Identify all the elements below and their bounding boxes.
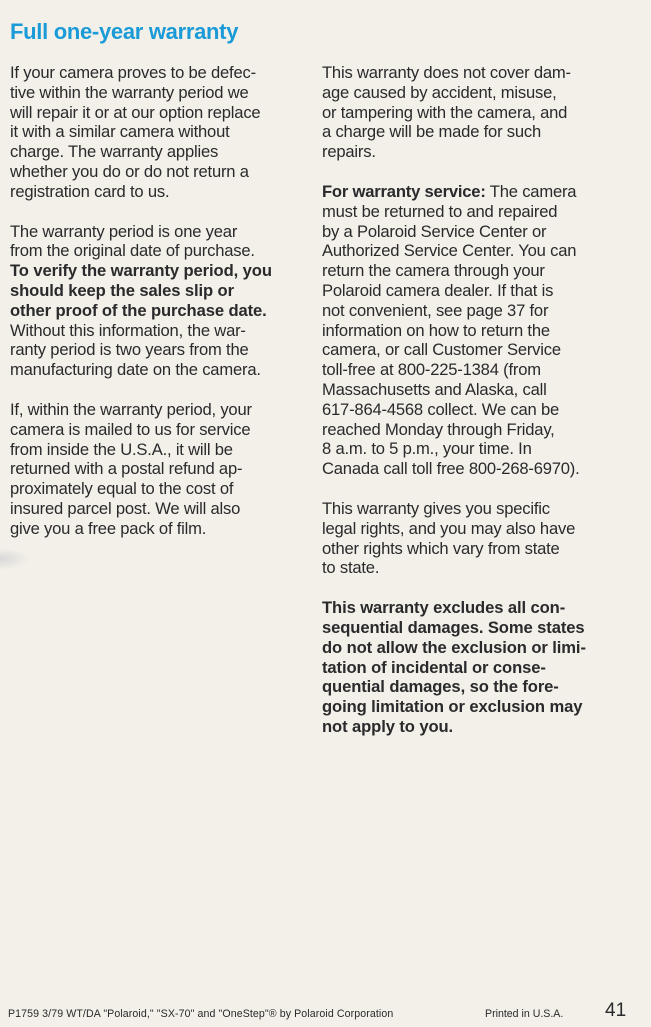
text-line: insured parcel post. We will also	[10, 498, 241, 518]
text-line: to state.	[322, 558, 380, 578]
text-line: 8 a.m. to 5 p.m., your time. In	[322, 439, 532, 459]
bold-text-line: tation of incidental or conse-	[322, 657, 546, 677]
warranty-service-label: For warranty service:	[322, 181, 486, 201]
bold-text-line: To verify the warranty period, you	[10, 261, 272, 281]
text-line: Massachusetts and Alaska, call	[322, 379, 547, 399]
text-line: whether you do or do not return a	[10, 161, 249, 181]
text-line: reached Monday through Friday,	[322, 419, 555, 439]
page-number: 41	[605, 1000, 627, 1021]
text-line: give you a free pack of film.	[10, 518, 207, 538]
verify-warranty-notice	[10, 261, 302, 320]
text-line: information on how to return the	[322, 320, 550, 340]
text-line: If your camera proves to be defec-	[10, 63, 256, 82]
text-line: legal rights, and you may also have	[322, 518, 576, 538]
text-line: it with a similar camera without	[10, 122, 230, 142]
text-line: Polaroid camera dealer. If that is	[322, 280, 554, 300]
warranty-repair-paragraph	[10, 63, 302, 202]
text-fragment: The camera	[489, 181, 577, 201]
text-line: must be returned to and repaired	[322, 201, 558, 221]
bold-text-line: should keep the sales slip or	[10, 280, 234, 300]
text-line: returned with a postal refund ap-	[10, 459, 243, 479]
coverage-exclusion-paragraph	[322, 63, 622, 162]
text-line: repairs.	[322, 142, 376, 162]
text-line: ranty period is two years from the	[10, 340, 249, 360]
text-line: return the camera through your	[322, 261, 545, 281]
text-line: camera, or call Customer Service	[322, 340, 561, 360]
text-line: charge. The warranty applies	[10, 142, 219, 162]
text-line: tive within the warranty period we	[10, 82, 249, 102]
text-line	[322, 182, 622, 202]
text-line: The warranty period is one year	[10, 221, 238, 241]
text-line: or tampering with the camera, and	[322, 102, 568, 122]
bold-text-line: not apply to you.	[322, 716, 454, 736]
bold-text-line: sequential damages. Some states	[322, 617, 585, 637]
phone-number-line: Canada call toll free 800-268-6970).	[322, 459, 580, 479]
bold-text-line: going limitation or exclusion may	[322, 697, 583, 717]
warranty-service-paragraph	[322, 182, 622, 479]
page-footer	[8, 1000, 643, 1027]
footer-printed-in: Printed in U.S.A.	[485, 1008, 564, 1020]
text-line: from inside the U.S.A., it will be	[10, 439, 233, 459]
text-line: If, within the warranty period, your	[10, 399, 252, 419]
phone-number-line: toll-free at 800-225-1384 (from	[322, 360, 541, 380]
text-line: by a Polaroid Service Center or	[322, 221, 547, 241]
right-column	[322, 63, 622, 757]
legal-rights-paragraph	[322, 499, 622, 578]
text-line: registration card to us.	[10, 181, 170, 201]
consequential-damages-notice	[322, 598, 622, 737]
text-line: will repair it or at our option replace	[10, 102, 261, 122]
bold-text-line: other proof of the purchase date.	[10, 300, 267, 320]
text-line: This warranty gives you specific	[322, 498, 550, 518]
text-line: a charge will be made for such	[322, 122, 542, 142]
mail-service-paragraph	[10, 400, 302, 539]
bold-text-line: This warranty excludes all con-	[322, 598, 566, 618]
bold-text-line: do not allow the exclusion or limi-	[322, 637, 586, 657]
phone-number-line: 617-864-4568 collect. We can be	[322, 399, 560, 419]
warranty-period-paragraph	[10, 222, 302, 380]
text-line: camera is mailed to us for service	[10, 419, 251, 439]
text-line: not convenient, see page 37 for	[322, 300, 549, 320]
text-line: from the original date of purchase.	[10, 241, 255, 261]
text-line: Authorized Service Center. You can	[322, 241, 577, 261]
text-line: manufacturing date on the camera.	[10, 360, 261, 380]
footer-trademark-line: P1759 3/79 WT/DA "Polaroid," "SX-70" and "OneStep"® by Polaroid Corporation	[8, 1008, 394, 1020]
text-line: proximately equal to the cost of	[10, 479, 234, 499]
page-title: Full one-year warranty	[10, 19, 239, 44]
text-line: other rights which vary from state	[322, 538, 560, 558]
left-column	[10, 63, 302, 559]
text-line: Without this information, the war-	[10, 320, 246, 340]
bold-text-line: quential damages, so the fore-	[322, 677, 559, 697]
text-line: age caused by accident, misuse,	[322, 82, 557, 102]
text-line: This warranty does not cover dam-	[322, 63, 571, 82]
